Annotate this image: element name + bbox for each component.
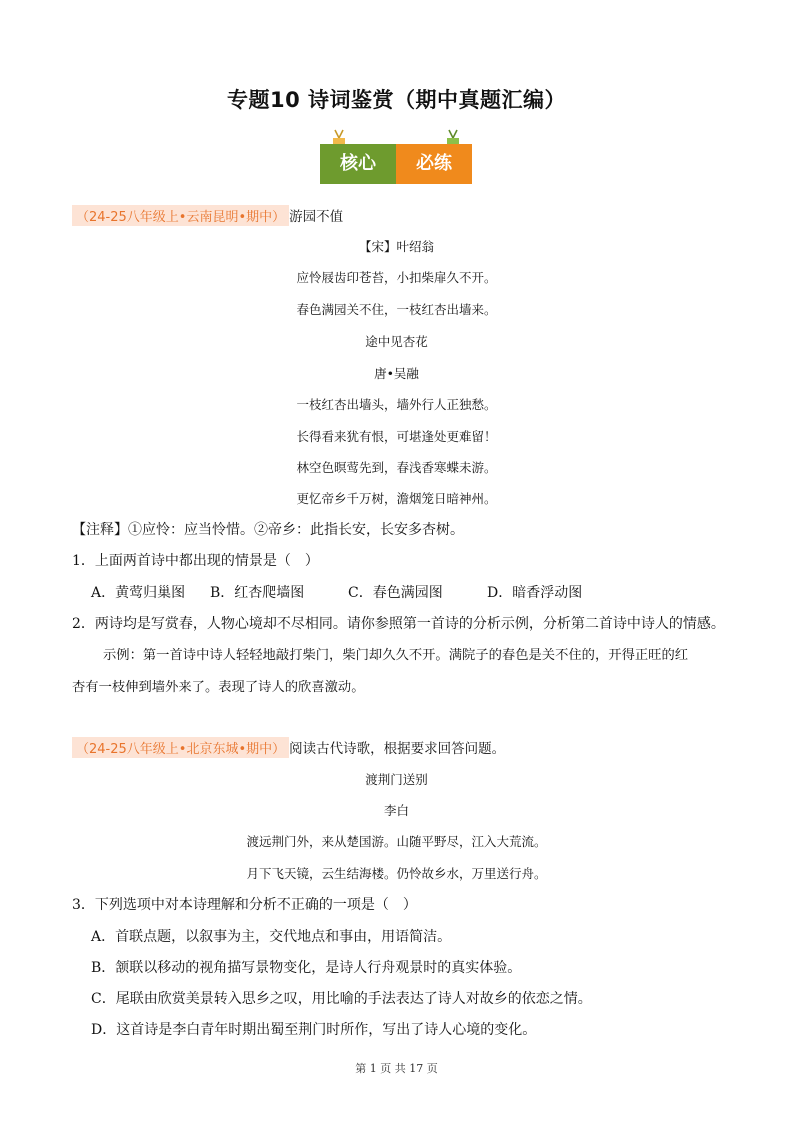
source-tag: （24-25八年级上•北京东城•期中）	[72, 737, 289, 758]
banner-right-block	[396, 144, 472, 184]
page-footer: 第 1 页 共 17 页	[355, 1062, 438, 1075]
question-source-line	[72, 205, 343, 226]
source-intro: 阅读古代诗歌，根据要求回答问题。	[289, 741, 506, 757]
poem-title: 渡荆门送别	[365, 772, 428, 787]
poem-line: 春色满园关不住，一枝红杏出墙来。	[296, 302, 497, 317]
poem-line: 渡远荆门外，来从楚国游。山随平野尽，江入大荒流。	[246, 834, 547, 849]
question-2: 2．两诗均是写赏春，人物心境却不尽相同。请你参照第一首诗的分析示例，分析第二首诗中诗人的情感。	[72, 616, 725, 632]
question-3: 3．下列选项中对本诗理解和分析不正确的一项是（ ）	[72, 897, 417, 913]
option-a: A．首联点题，以叙事为主，交代地点和事由，用语简洁。	[91, 929, 452, 945]
example-text: 示例：第一首诗中诗人轻轻地敲打柴门，柴门却久久不开。满院子的春色是关不住的，开得正旺的红	[103, 648, 689, 663]
poem-title: 途中见杏花	[365, 334, 428, 349]
question-source-line	[72, 737, 505, 758]
example-text: 杏有一枝伸到墙外来了。表现了诗人的欣喜激动。	[72, 680, 365, 695]
poem-line: 林空色暝莺先到，春浅香寒蝶未游。	[296, 460, 497, 475]
option-d: D．这首诗是李白青年时期出蜀至荆门时所作，写出了诗人心境的变化。	[91, 1022, 537, 1038]
page-title: 专题10 诗词鉴赏（期中真题汇编）	[226, 88, 567, 112]
poem-author: 唐•吴融	[374, 366, 419, 381]
option-b: B．红杏爬墙图	[210, 585, 305, 601]
banner-left-label: 核心	[340, 153, 376, 174]
question-1: 1．上面两首诗中都出现的情景是（ ）	[72, 553, 319, 569]
source-intro: 游园不值	[289, 209, 344, 225]
annotation: 【注释】①应怜：应当怜惜。②帝乡：此指长安，长安多杏树。	[72, 522, 464, 538]
option-c: C．春色满园图	[348, 585, 443, 601]
core-practice-banner	[320, 128, 472, 186]
poem-author: 【宋】叶绍翁	[358, 239, 434, 254]
option-d: D．暗香浮动图	[487, 585, 583, 601]
option-b: B．颔联以移动的视角描写景物变化，是诗人行舟观景时的真实体验。	[91, 960, 522, 976]
poem-line: 月下飞天镜，云生结海楼。仍怜故乡水，万里送行舟。	[246, 866, 547, 881]
source-tag: （24-25八年级上•云南昆明•期中）	[72, 205, 289, 226]
poem-line: 应怜屐齿印苍苔，小扣柴扉久不开。	[296, 270, 497, 285]
poem-line: 长得看来犹有恨，可堪逢处更难留！	[296, 429, 497, 444]
option-c: C．尾联由欣赏美景转入思乡之叹，用比喻的手法表达了诗人对故乡的依恋之情。	[91, 991, 592, 1007]
poem-author: 李白	[383, 803, 409, 818]
banner-left-block	[320, 144, 396, 184]
poem-line: 更忆帝乡千万树，澹烟笼日暗神州。	[296, 491, 497, 506]
banner-right-label: 必练	[416, 153, 452, 174]
poem-line: 一枝红杏出墙头，墙外行人正独愁。	[296, 397, 497, 412]
option-a: A．黄莺归巢图	[91, 585, 186, 601]
